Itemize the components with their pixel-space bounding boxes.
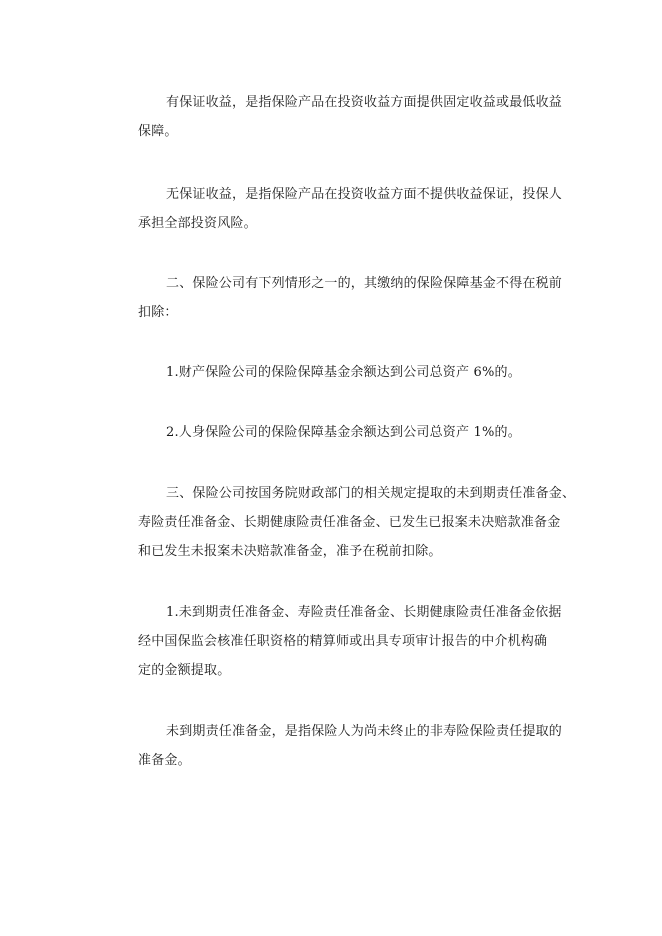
text-line: 未到期责任准备金，是指保险人为尚未终止的非寿险保险责任提取的 xyxy=(166,724,563,739)
text-line: 二、保险公司有下列情形之一的，其缴纳的保险保障基金不得在税前 xyxy=(166,276,563,291)
text-line: 2.人身保险公司的保险保障基金余额达到公司总资产 1%的。 xyxy=(166,425,521,440)
text-line: 准备金。 xyxy=(138,753,191,768)
paragraph-item-property-insurance xyxy=(138,358,568,387)
paragraph-item-life-insurance xyxy=(138,418,568,447)
text-line: 三、保险公司按国务院财政部门的相关规定提取的未到期责任准备金、 xyxy=(166,486,576,501)
text-line: 寿险责任准备金、长期健康险责任准备金、已发生已报案未决赔款准备金 xyxy=(138,515,561,530)
text-line: 和已发生未报案未决赔款准备金，准予在税前扣除。 xyxy=(138,544,442,559)
text-line: 经中国保监会核准任职资格的精算师或出具专项审计报告的中介机构确 xyxy=(138,634,548,649)
text-line: 扣除： xyxy=(138,305,178,320)
paragraph-non-guaranteed-return xyxy=(138,180,568,238)
text-line: 有保证收益，是指保险产品在投资收益方面提供固定收益或最低收益 xyxy=(166,95,563,110)
paragraph-section-two xyxy=(138,269,568,327)
paragraph-guaranteed-return xyxy=(138,88,568,146)
text-line: 定的金额提取。 xyxy=(138,663,231,678)
text-line: 保障。 xyxy=(138,124,178,139)
text-line: 无保证收益，是指保险产品在投资收益方面不提供收益保证，投保人 xyxy=(166,187,563,202)
text-line: 承担全部投资风险。 xyxy=(138,216,257,231)
paragraph-section-three xyxy=(138,479,576,566)
paragraph-unearned-reserve-definition xyxy=(138,717,568,775)
text-line: 1.财产保险公司的保险保障基金余额达到公司总资产 6%的。 xyxy=(166,365,521,380)
paragraph-item-reserves-basis xyxy=(138,598,568,685)
text-line: 1.未到期责任准备金、寿险责任准备金、长期健康险责任准备金依据 xyxy=(166,605,562,620)
